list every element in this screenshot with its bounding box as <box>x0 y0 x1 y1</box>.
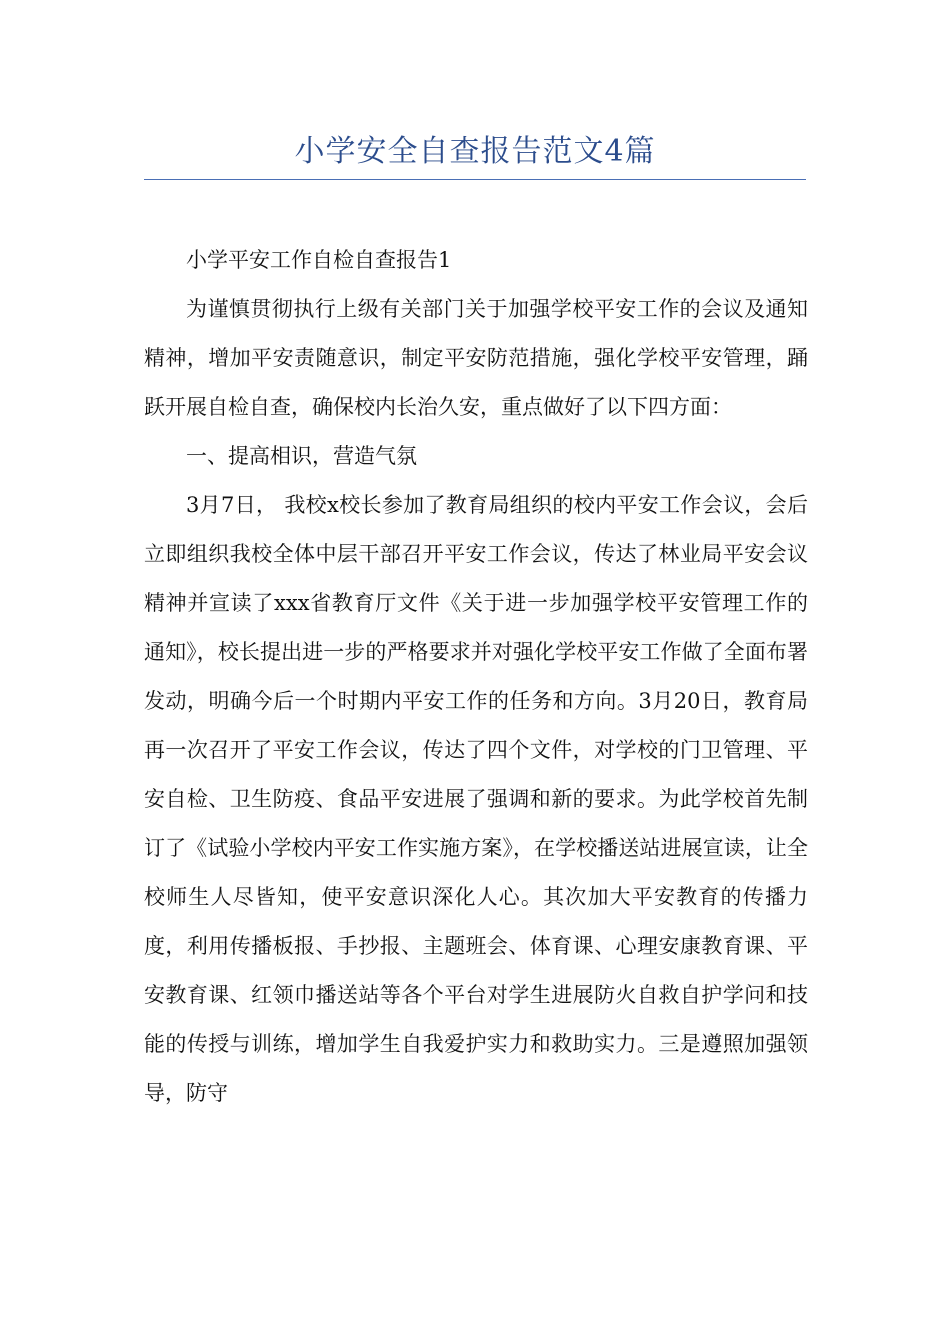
section-heading: 小学平安工作自检自查报告1 <box>186 248 452 272</box>
body-paragraph: 3月7日， 我校x校长参加了教育局组织的校内平安工作会议，会后立即组织我校全体中层干部召开平安工作会议，传达了林业局平安会议精神并宣读了xxx省教育厅文件《关于进一步加强学校平安管理工作的通知》，校长提出进一步的严格要求并对强化学校平安工作做了全面布署发动，明确今后一个时期内平安工作的任务和方向。3月20日，教育局再一次召开了平安工作会议，传达了四个文件，对学校的门卫管理、平安自检、卫生防疫、食品平安进展了强调和新的要求。为此学校首先制订了《试验小学校内平安工作实施方案》，在学校播送站进展宣读，让全校师生人尽皆知，使平安意识深化人心。其次加大平安教育的传播力度，利用传播板报、手抄报、主题班会、体育课、心理安康教育课、平安教育课、红领巾播送站等各个平台对学生进展防火自救自护学问和技能的传授与训练，增加学生自我爱护实力和救助实力。三是遵照加强领导，防守 <box>144 493 808 1105</box>
document-body <box>144 236 808 1118</box>
subsection-heading: 一、提高相识，营造气氛 <box>186 444 417 468</box>
title-underline <box>144 179 806 180</box>
intro-paragraph: 为谨慎贯彻执行上级有关部门关于加强学校平安工作的会议及通知精神，增加平安责随意识，制定平安防范措施，强化学校平安管理，踊跃开展自检自查，确保校内长治久安，重点做好了以下四方面： <box>144 297 808 419</box>
document-title: 小学安全自查报告范文4篇 <box>294 134 656 169</box>
